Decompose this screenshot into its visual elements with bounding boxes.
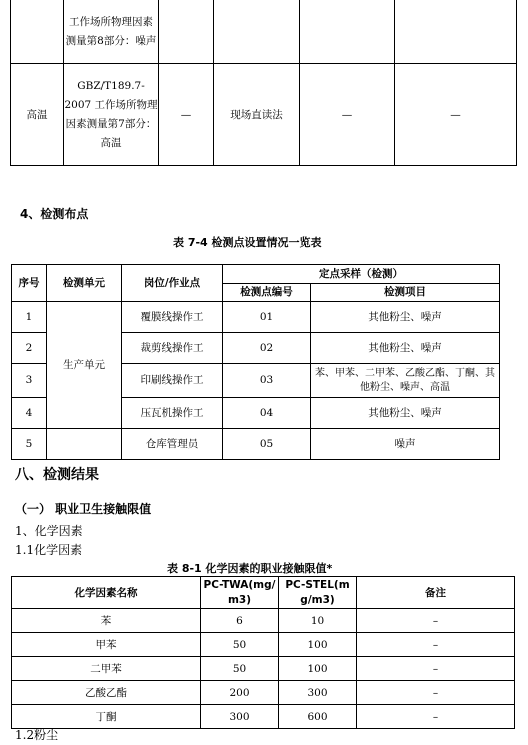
- row-code: 01: [223, 302, 311, 333]
- subsection-heading: （一） 职业卫生接触限值: [15, 502, 152, 516]
- chem-twa: 300: [201, 705, 279, 729]
- sampling-points-table: [11, 264, 500, 460]
- method-cell: [214, 0, 300, 64]
- chem-stel: 10: [279, 609, 357, 633]
- header-code: 检测点编号: [223, 284, 311, 302]
- row-post: 覆膜线操作工: [122, 302, 223, 333]
- chem-name: 苯: [12, 609, 201, 633]
- item-cell: [11, 0, 64, 64]
- row-no: 1: [12, 302, 47, 333]
- cell: —: [159, 64, 214, 166]
- row-item: 噪声: [311, 429, 500, 460]
- header-unit: 检测单元: [47, 265, 122, 302]
- chem-note: –: [357, 681, 515, 705]
- row-code: 02: [223, 333, 311, 364]
- row-post: 压瓦机操作工: [122, 398, 223, 429]
- cell: —: [395, 64, 517, 166]
- chem-twa: 50: [201, 633, 279, 657]
- table-8-1-caption: 表 8-1 化学因素的职业接触限值*: [167, 562, 333, 575]
- cell: [395, 0, 517, 64]
- row-no: 4: [12, 398, 47, 429]
- cell: [300, 0, 395, 64]
- subsection-dust: 1.2粉尘: [15, 728, 59, 742]
- row-code: 04: [223, 398, 311, 429]
- standard-cell: GBZ/T189.7-2007 工作场所物理因素测量第7部分：高温: [64, 64, 159, 166]
- header-group: 定点采样（检测）: [223, 265, 500, 284]
- chem-note: –: [357, 633, 515, 657]
- chem-stel: 100: [279, 657, 357, 681]
- chem-name: 甲苯: [12, 633, 201, 657]
- chem-name: 二甲苯: [12, 657, 201, 681]
- header-note: 备注: [357, 577, 515, 609]
- row-code: 03: [223, 364, 311, 398]
- row-item: 苯、甲苯、二甲苯、乙酸乙酯、丁酮、其他粉尘、噪声、高温: [311, 364, 500, 398]
- section-4-heading: 4、检测布点: [20, 207, 89, 221]
- subsection-chemical: 1、化学因素: [15, 524, 83, 538]
- cell: —: [300, 64, 395, 166]
- chem-note: –: [357, 705, 515, 729]
- standards-table: [10, 0, 517, 166]
- chem-note: –: [357, 609, 515, 633]
- row-post: 裁剪线操作工: [122, 333, 223, 364]
- chem-twa: 50: [201, 657, 279, 681]
- table-7-4-caption: 表 7-4 检测点设置情况一览表: [173, 236, 322, 249]
- unit-cell: 生产单元: [47, 302, 122, 429]
- row-no: 3: [12, 364, 47, 398]
- row-no: 2: [12, 333, 47, 364]
- row-item: 其他粉尘、噪声: [311, 398, 500, 429]
- header-item: 检测项目: [311, 284, 500, 302]
- chem-name: 乙酸乙酯: [12, 681, 201, 705]
- cell: [159, 0, 214, 64]
- chem-twa: 6: [201, 609, 279, 633]
- method-cell: 现场直读法: [214, 64, 300, 166]
- chem-note: –: [357, 657, 515, 681]
- item-cell: 高温: [11, 64, 64, 166]
- chem-stel: 600: [279, 705, 357, 729]
- header-post: 岗位/作业点: [122, 265, 223, 302]
- standard-cell: 工作场所物理因素测量第8部分：噪声: [64, 0, 159, 64]
- row-code: 05: [223, 429, 311, 460]
- header-twa: PC-TWA(mg/m3): [201, 577, 279, 609]
- row-post: 仓库管理员: [122, 429, 223, 460]
- chem-name: 丁酮: [12, 705, 201, 729]
- chem-stel: 300: [279, 681, 357, 705]
- row-no: 5: [12, 429, 47, 460]
- exposure-limits-table: [11, 576, 515, 729]
- header-stel: PC-STEL(mg/m3): [279, 577, 357, 609]
- chem-stel: 100: [279, 633, 357, 657]
- header-no: 序号: [12, 265, 47, 302]
- subsection-chemical-1-1: 1.1化学因素: [15, 543, 83, 557]
- row-item: 其他粉尘、噪声: [311, 302, 500, 333]
- header-name: 化学因素名称: [12, 577, 201, 609]
- row-item: 其他粉尘、噪声: [311, 333, 500, 364]
- section-8-heading: 八、检测结果: [15, 467, 99, 483]
- chem-twa: 200: [201, 681, 279, 705]
- row-post: 印刷线操作工: [122, 364, 223, 398]
- unit-cell-empty: [47, 429, 122, 460]
